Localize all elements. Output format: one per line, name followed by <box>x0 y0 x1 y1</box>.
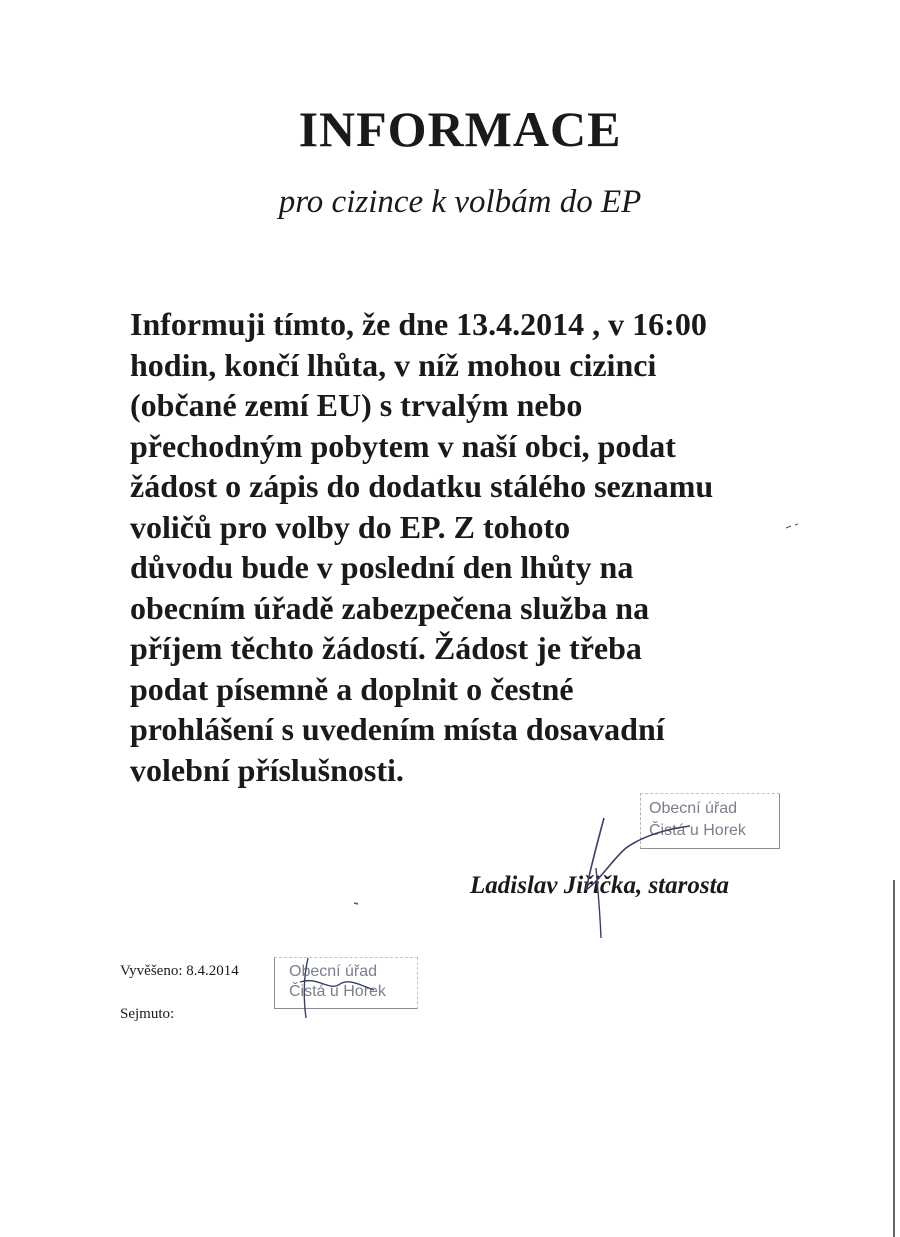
document-title: INFORMACE <box>298 101 622 157</box>
posted-date: Vyvěšeno: 8.4.2014 <box>120 963 239 979</box>
body-line: (občané zemí EU) s trvalým nebo <box>130 387 583 423</box>
body-line: hodin, končí lhůta, v níž mohou cizinci <box>130 346 657 383</box>
body-line: žádost o zápis do dodatku stálého seznamu <box>130 468 714 504</box>
stamp-village-name: Čistá u Horek <box>289 983 386 1000</box>
body-paragraph <box>130 304 820 790</box>
stamp-village-name: Čistá u Horek <box>649 822 746 839</box>
stamp-office-name: Obecní úřad <box>649 800 738 817</box>
body-line: volební příslušnosti. <box>130 751 404 788</box>
body-line: přechodným pobytem v naší obci, podat <box>130 427 676 464</box>
removed-date: Sejmuto: <box>120 1006 175 1022</box>
body-line: Informuji tímto, že dne 13.4.2014 , v 16:00 <box>130 306 707 342</box>
signature-line: Ladislav Jiřička, starosta <box>470 872 730 899</box>
body-line: voličů pro volby do EP. Z tohoto <box>130 508 571 545</box>
office-stamp-bottom <box>274 957 418 1009</box>
paper-mark <box>354 903 358 904</box>
body-line: prohlášení s uvedením místa dosavadní <box>130 711 665 747</box>
body-line: důvodu bude v poslední den lhůty na <box>130 549 634 585</box>
stamp-office-name: Obecní úřad <box>289 963 378 980</box>
office-stamp-top <box>640 793 780 849</box>
document-subtitle: pro cizince k volbám do EP <box>278 184 642 220</box>
body-line: podat písemně a doplnit o čestné <box>130 670 574 707</box>
body-line: příjem těchto žádostí. Žádost je třeba <box>130 630 642 666</box>
body-line: obecním úřadě zabezpečena služba na <box>130 589 650 626</box>
